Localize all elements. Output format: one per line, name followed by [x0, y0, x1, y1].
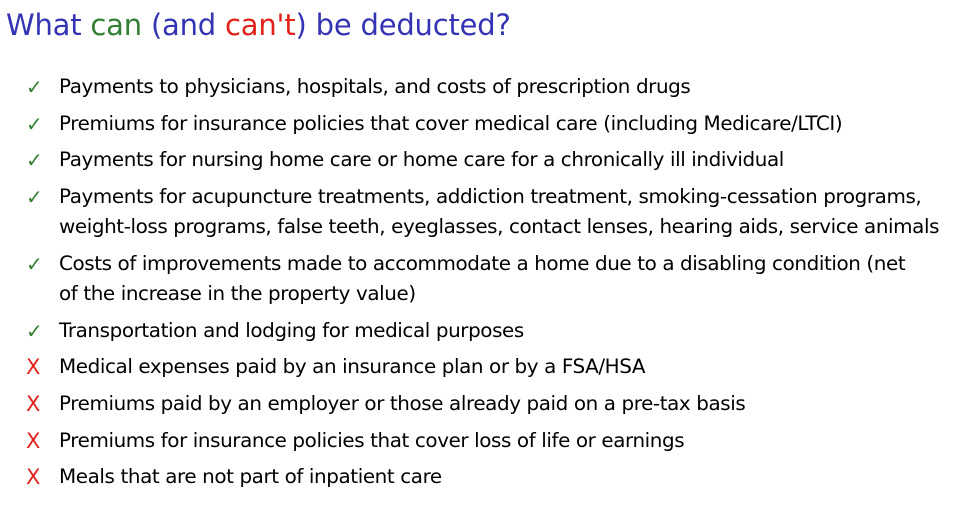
list-item	[0, 389, 975, 419]
item-text: Transportation and lodging for medical purposes	[59, 318, 524, 342]
check-icon: ✓	[26, 251, 43, 276]
list-item	[0, 316, 975, 346]
item-text: Premiums for insurance policies that cover medical care (including Medicare/LTCI)	[59, 111, 843, 135]
title-segment-can: can	[90, 8, 142, 42]
deduction-list	[0, 72, 975, 499]
item-text: Payments for nursing home care or home care for a chronically ill individual	[59, 148, 784, 172]
check-icon: ✓	[26, 148, 43, 173]
slide-title	[6, 2, 511, 48]
title-segment: (and	[141, 8, 226, 42]
list-item	[0, 182, 975, 242]
item-text: Medical expenses paid by an insurance plan or by a FSA/HSA	[59, 355, 646, 379]
list-item	[0, 462, 975, 492]
check-icon: ✓	[26, 111, 43, 136]
item-text: Payments for acupuncture treatments, addiction treatment, smoking-cessation programs,	[59, 184, 922, 208]
list-item	[0, 426, 975, 456]
title-segment: ) be deducted?	[295, 8, 511, 42]
check-icon: ✓	[26, 75, 43, 99]
item-text-continued: of the increase in the property value)	[59, 281, 416, 305]
item-text: Premiums for insurance policies that cover loss of life or earnings	[59, 428, 685, 452]
item-text-continued: weight-loss programs, false teeth, eyeglasses, contact lenses, hearing aids, service animals	[59, 214, 940, 238]
cross-icon: X	[26, 465, 41, 490]
item-text: Premiums paid by an employer or those already paid on a pre-tax basis	[59, 391, 746, 415]
item-text: Payments to physicians, hospitals, and costs of prescription drugs	[59, 75, 691, 98]
item-text: Costs of improvements made to accommodate a home due to a disabling condition (net	[59, 251, 906, 275]
list-item	[0, 352, 975, 382]
title-segment-cant: can't	[225, 8, 296, 42]
cross-icon: X	[26, 428, 41, 453]
title-segment: What	[6, 8, 91, 42]
list-item	[0, 249, 975, 309]
cross-icon: X	[26, 355, 41, 380]
check-icon: ✓	[26, 184, 43, 209]
list-item	[0, 72, 975, 102]
list-item	[0, 145, 975, 175]
list-item	[0, 109, 975, 139]
check-icon: ✓	[26, 318, 43, 343]
item-text: Meals that are not part of inpatient care	[59, 465, 442, 489]
cross-icon: X	[26, 391, 41, 416]
